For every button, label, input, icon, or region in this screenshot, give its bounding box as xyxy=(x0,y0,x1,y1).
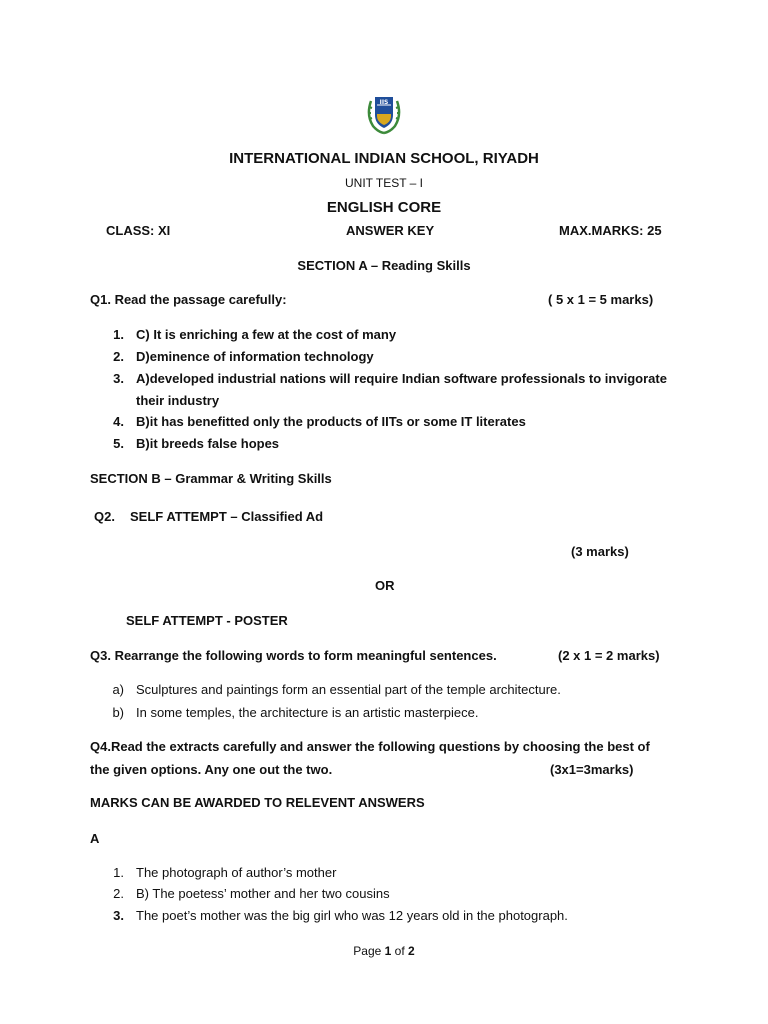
list-item xyxy=(0,349,768,365)
list-text: B)it breeds false hopes xyxy=(136,436,280,451)
q4-part-label: A xyxy=(90,831,100,846)
school-crest-icon xyxy=(365,93,403,135)
q2-text: SELF ATTEMPT – Classified Ad xyxy=(130,509,324,524)
list-text: Sculptures and paintings form an essential part of the temple architecture. xyxy=(136,682,561,697)
school-name: INTERNATIONAL INDIAN SCHOOL, RIYADH xyxy=(229,150,539,167)
q2-alternative: SELF ATTEMPT - POSTER xyxy=(126,613,288,628)
list-number: 3. xyxy=(113,908,124,923)
q1-title: Q1. Read the passage carefully: xyxy=(90,292,287,307)
section-a-title: SECTION A – Reading Skills xyxy=(297,258,471,273)
subject-title: ENGLISH CORE xyxy=(326,199,442,216)
section-b-title: SECTION B – Grammar & Writing Skills xyxy=(90,471,332,486)
of-word: of xyxy=(394,944,405,958)
q4-title-line1: Q4.Read the extracts carefully and answer the following questions by choosing the best of xyxy=(90,739,650,754)
list-number: 2. xyxy=(113,886,124,901)
list-text-continued: their industry xyxy=(136,393,220,408)
list-number: 5. xyxy=(113,436,124,451)
list-item xyxy=(0,886,768,902)
list-item xyxy=(0,908,768,924)
q4-note: MARKS CAN BE AWARDED TO RELEVENT ANSWERS xyxy=(90,795,425,810)
q3-marks: (2 x 1 = 2 marks) xyxy=(558,648,660,663)
list-text: D)eminence of information technology xyxy=(136,349,374,364)
list-item xyxy=(0,705,768,721)
page-footer xyxy=(0,944,768,959)
list-item xyxy=(0,371,768,409)
answer-key-label: ANSWER KEY xyxy=(346,223,435,238)
page-word: Page xyxy=(353,944,382,958)
list-text: The photograph of author’s mother xyxy=(136,865,337,880)
list-number: 2. xyxy=(113,349,124,364)
max-marks-label: MAX.MARKS: 25 xyxy=(559,223,662,238)
list-number: 4. xyxy=(113,414,124,429)
test-title: UNIT TEST – I xyxy=(344,176,424,190)
q4-marks: (3x1=3marks) xyxy=(550,762,634,777)
list-number: 3. xyxy=(113,371,124,386)
list-text: B) The poetess’ mother and her two cousins xyxy=(136,886,390,901)
list-number: b) xyxy=(112,705,124,720)
q3-title: Q3. Rearrange the following words to form meaningful sentences. xyxy=(90,648,497,663)
list-item xyxy=(0,436,768,452)
q4-title-line2: the given options. Any one out the two. xyxy=(90,762,333,777)
list-item xyxy=(0,865,768,881)
page-total: 2 xyxy=(408,944,415,958)
class-label: CLASS: XI xyxy=(106,223,171,238)
list-number: 1. xyxy=(113,327,124,342)
page-current: 1 xyxy=(384,944,392,958)
list-text: B)it has benefitted only the products of IITs or some IT literates xyxy=(136,414,526,429)
list-text: The poet’s mother was the big girl who was 12 years old in the photograph. xyxy=(136,908,568,923)
q1-marks: ( 5 x 1 = 5 marks) xyxy=(548,292,654,307)
q2-number: Q2. xyxy=(94,509,115,524)
list-number: a) xyxy=(112,682,124,697)
q2-marks: (3 marks) xyxy=(571,544,629,559)
list-item xyxy=(0,327,768,343)
list-item xyxy=(0,682,768,698)
svg-text:IIS: IIS xyxy=(379,99,389,106)
list-number: 1. xyxy=(113,865,124,880)
list-text: A)developed industrial nations will require Indian software professionals to invigorate xyxy=(136,371,667,386)
list-item xyxy=(0,414,768,430)
q2-or: OR xyxy=(375,578,395,593)
list-text: C) It is enriching a few at the cost of many xyxy=(136,327,397,342)
list-text: In some temples, the architecture is an artistic masterpiece. xyxy=(136,705,479,720)
